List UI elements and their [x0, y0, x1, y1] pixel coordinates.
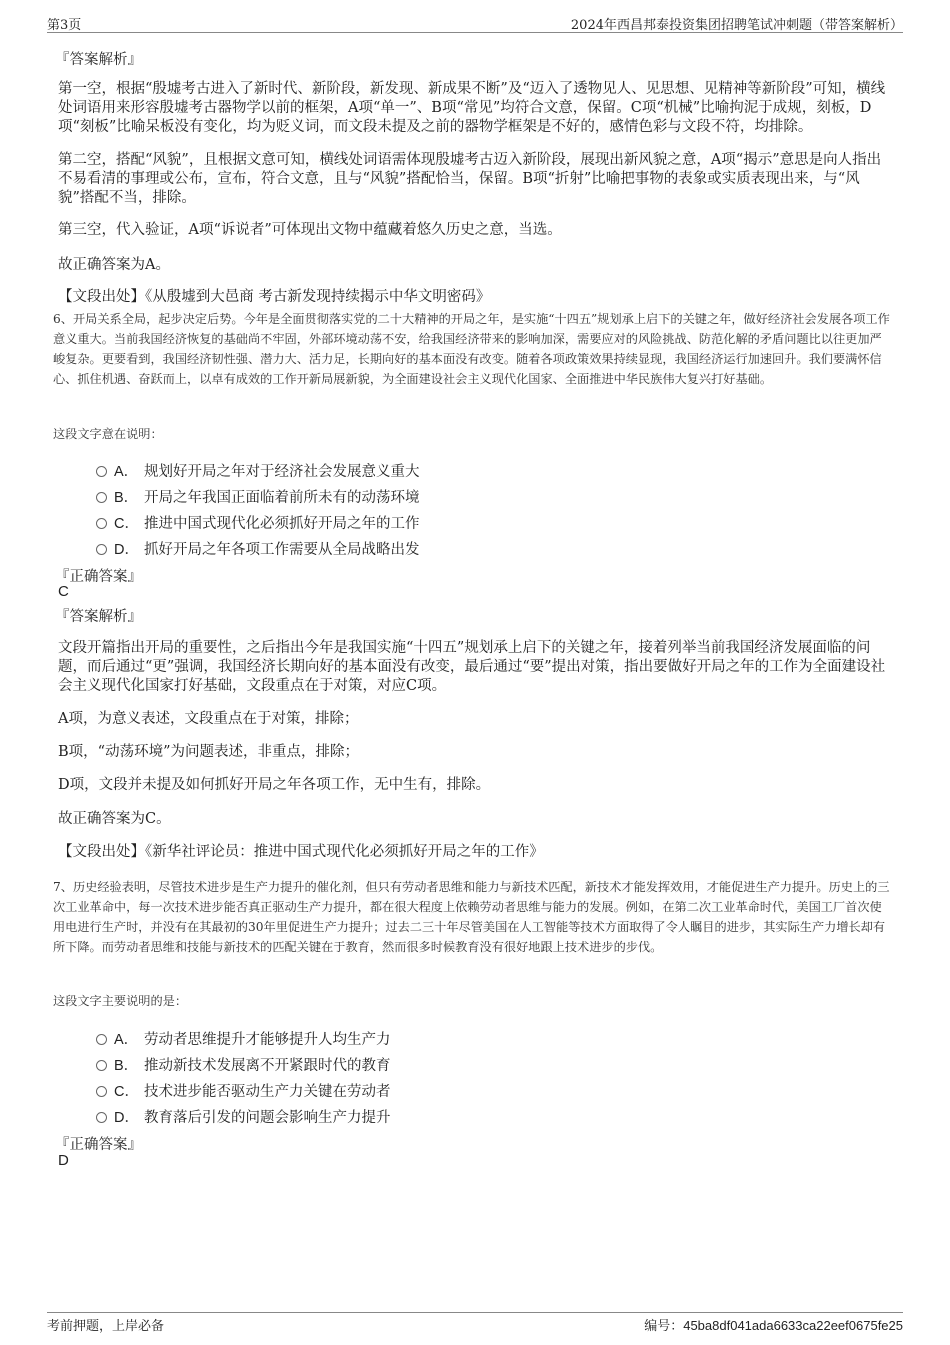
q5-analysis-para1: 第一空，根据“殷墟考古进入了新时代、新阶段，新发现、新成果不断”及“迈入了透物见人、见思想、见精神等新阶段”可知，横线处词语用来形容殷墟考古器物学以前的框架，A项“单一”、B项“常见”均符合文意，保留。C项“机械”比喻拘泥于成规，刻板，D项“刻板”比喻呆板没有变化，均为贬义词，而文段未提及之前的器物学框架是不好的，感情色彩与文段不符，均排除。	[58, 81, 886, 135]
radio-icon[interactable]	[96, 544, 107, 555]
radio-icon[interactable]	[96, 1060, 107, 1071]
document-title: 2024年西昌邦泰投资集团招聘笔试冲刺题（带答案解析）	[570, 18, 903, 33]
q7-option-a[interactable]: A． 劳动者思维提升才能够提升人均生产力	[96, 1028, 391, 1049]
footer-slogan: 考前押题，上岸必备	[47, 1319, 165, 1334]
q5-analysis-label: 『答案解析』	[55, 52, 142, 68]
radio-icon[interactable]	[96, 1112, 107, 1123]
radio-icon[interactable]	[96, 518, 107, 529]
q5-source: 【文段出处】《从殷墟到大邑商 考古新发现持续揭示中华文明密码》	[58, 289, 491, 305]
q7-prompt: 这段文字主要说明的是：	[53, 994, 188, 1008]
page-footer	[47, 1312, 903, 1334]
q6-answer-label: 『正确答案』	[55, 569, 142, 585]
q6-analysis: 文段开篇指出开局的重要性，之后指出今年是我国实施“十四五”规划承上启下的关键之年，接着列举当前我国经济发展面临的问题，而后通过“更”强调，我国经济长期向好的基本面没有改变，最后通过“要”提出对策，指出要做好开局之年的工作为全面建设社会主义现代化国家打好基础，文段重点在于对策，对应C项。	[58, 640, 886, 694]
q6-analysis-label: 『答案解析』	[55, 609, 142, 625]
q6-conclusion: 故正确答案为C。	[58, 811, 171, 827]
q7-answer-label: 『正确答案』	[55, 1137, 142, 1153]
q6-prompt: 这段文字意在说明：	[53, 427, 163, 441]
q5-analysis-para3: 第三空，代入验证，A项“诉说者”可体现出文物中蕴藏着悠久历史之意，当选。	[58, 222, 562, 238]
footer-code-value: 45ba8df041ada6633ca22eef0675fe25	[683, 1318, 903, 1333]
page-number: 第3页	[47, 18, 82, 33]
q7-question-text: 7、历史经验表明，尽管技术进步是生产力提升的催化剂，但只有劳动者思维和能力与新技术匹配，新技术才能发挥效用，才能促进生产力提升。历史上的三次工业革命中，每一次技术进步能否真正驱动生产力提升，都在很大程度上依赖劳动者思维与能力的发展。例如，在第二次工业革命时代，美国工厂首次使用电进行生产时，并没有在其最初的30年里促进生产力提升；过去二三十年尽管美国在人工智能等技术方面取得了令人瞩目的进步，其实际生产力增长却有所下降。而劳动者思维和技能与新技术的匹配关键在于教育，然而很多时候教育没有很好地跟上技术进步的步伐。	[53, 880, 890, 954]
q6-question-text: 6、开局关系全局，起步决定后势。今年是全面贯彻落实党的二十大精神的开局之年，是实施“十四五”规划承上启下的关键之年，做好经济社会发展各项工作意义重大。当前我国经济恢复的基础尚不牢固，外部环境动荡不安，给我国经济带来的影响加深，需要应对的风险挑战、防范化解的矛盾问题比以往更加严峻复杂。更要看到，我国经济韧性强、潜力大、活力足，长期向好的基本面没有改变。随着各项政策效果持续显现，我国经济运行加速回升。我们要满怀信心、抓住机遇、奋跃而上，以卓有成效的工作开新局展新貌，为全面建设社会主义现代化国家、全面推进中华民族伟大复兴打好基础。	[53, 312, 890, 386]
q5-analysis-para2: 第二空，搭配“风貌”，且根据文意可知，横线处词语需体现殷墟考古迈入新阶段，展现出新风貌之意，A项“揭示”意思是向人指出不易看清的事理或公布，宣布，符合文意，且与“风貌”搭配恰当，保留。B项“折射”比喻把事物的表象或实质表现出来，与“风貌”搭配不当，排除。	[58, 152, 882, 206]
q6-answer: C	[58, 583, 69, 600]
q6-option-a[interactable]: A． 规划好开局之年对于经济社会发展意义重大	[96, 460, 420, 481]
q7-option-b[interactable]: B． 推动新技术发展离不开紧跟时代的教育	[96, 1054, 391, 1075]
q6-note-a: A项，为意义表述，文段重点在于对策，排除；	[58, 711, 359, 727]
q7-option-c[interactable]: C． 技术进步能否驱动生产力关键在劳动者	[96, 1080, 391, 1101]
q6-option-c[interactable]: C． 推进中国式现代化必须抓好开局之年的工作	[96, 512, 420, 533]
footer-code	[644, 1315, 903, 1334]
q6-note-d: D项，文段并未提及如何抓好开局之年各项工作，无中生有，排除。	[58, 777, 491, 793]
q6-option-b[interactable]: B． 开局之年我国正面临着前所未有的动荡环境	[96, 486, 420, 507]
q6-note-b: B项，“动荡环境”为问题表述，非重点，排除；	[58, 744, 359, 760]
q6-source: 【文段出处】《新华社评论员：推进中国式现代化必须抓好开局之年的工作》	[58, 844, 544, 860]
radio-icon[interactable]	[96, 466, 107, 477]
radio-icon[interactable]	[96, 1086, 107, 1097]
q7-answer: D	[58, 1152, 69, 1169]
radio-icon[interactable]	[96, 492, 107, 503]
q6-option-d[interactable]: D． 抓好开局之年各项工作需要从全局战略出发	[96, 538, 420, 559]
footer-code-label: 编号：	[644, 1319, 684, 1334]
q5-conclusion: 故正确答案为A。	[58, 257, 170, 273]
radio-icon[interactable]	[96, 1034, 107, 1045]
q7-option-d[interactable]: D． 教育落后引发的问题会影响生产力提升	[96, 1106, 391, 1127]
page-header	[47, 14, 903, 33]
